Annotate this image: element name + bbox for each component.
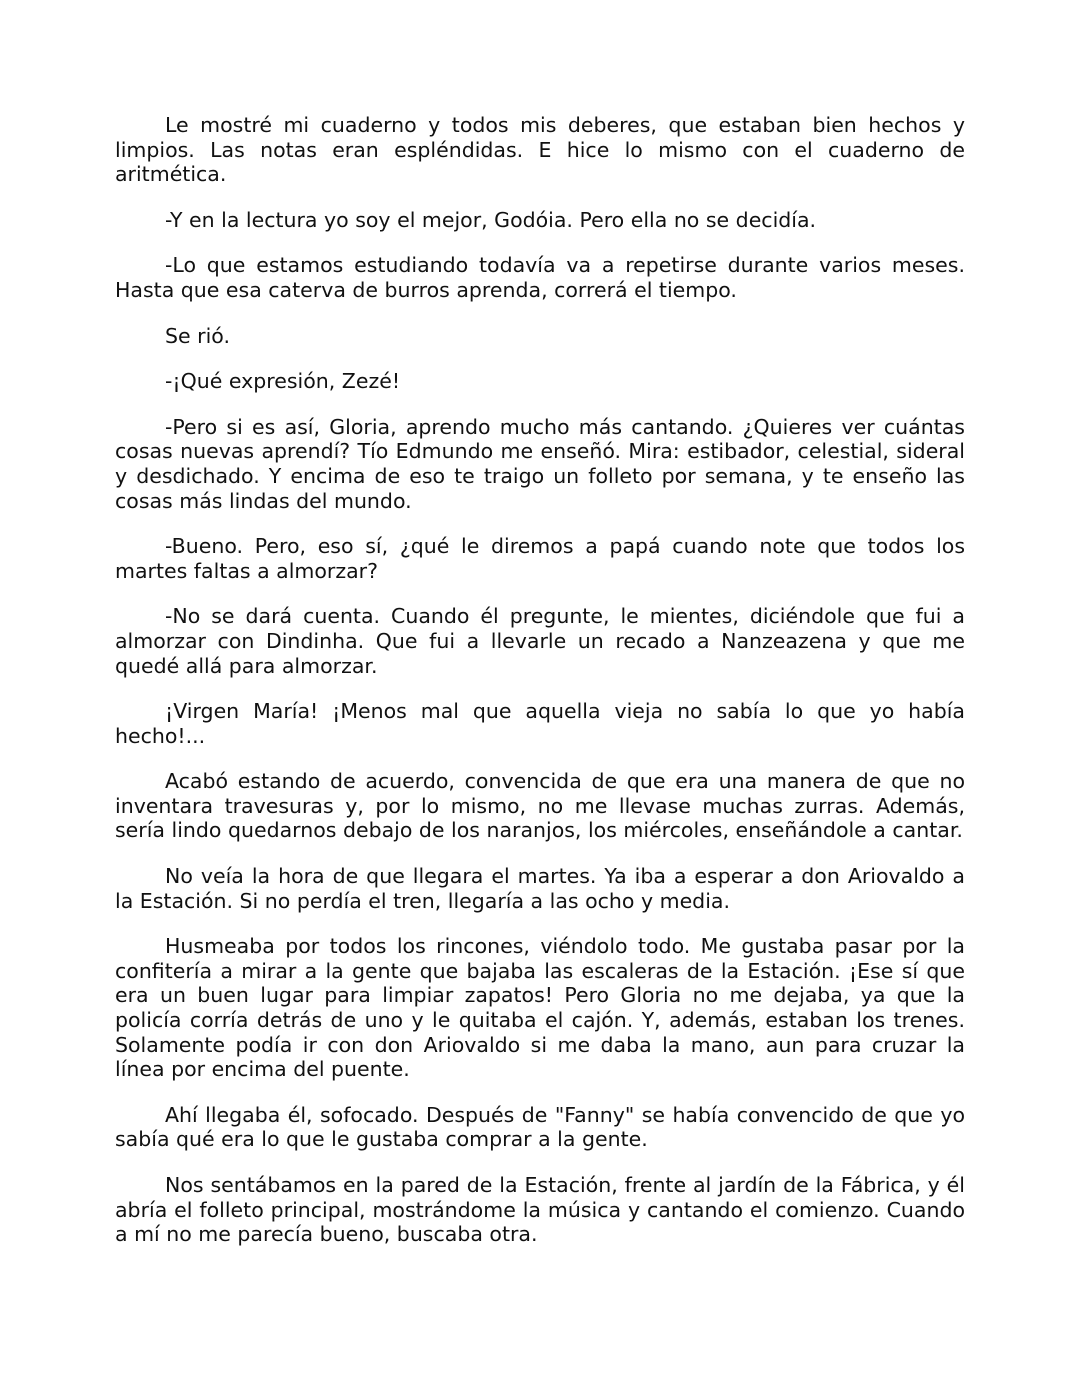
paragraph-8: -No se dará cuenta. Cuando él pregunte, le mientes, diciéndole que fui a almorzar con Dindinha. Que fui a llevarle un recado a Nanzeazena y que me quedé allá para almorzar. xyxy=(115,604,965,678)
paragraph-13: Ahí llegaba él, sofocado. Después de "Fanny" se había convencido de que yo sabía qué era lo que le gustaba comprar a la gente. xyxy=(115,1102,965,1152)
paragraph-7: -Bueno. Pero, eso sí, ¿qué le diremos a papá cuando note que todos los martes faltas a almorzar? xyxy=(115,534,965,583)
paragraph-5: -¡Qué expresión, Zezé! xyxy=(165,369,401,394)
paragraph-14: Nos sentábamos en la pared de la Estación, frente al jardín de la Fábrica, y él abría el folleto principal, mostrándome la música y cantando el comienzo. Cuando a mí no me parecía bueno, buscaba otra. xyxy=(115,1173,965,1247)
paragraph-2: -Y en la lectura yo soy el mejor, Godóia. Pero ella no se decidía. xyxy=(165,207,817,232)
paragraph-4: Se rió. xyxy=(165,323,230,348)
document-page xyxy=(115,113,965,1268)
paragraph-10: Acabó estando de acuerdo, convencida de que era una manera de que no inventara travesuras y, por lo mismo, no me llevase muchas zurras. Además, sería lindo quedarnos debajo de los naranjos, los miércoles, enseñándole a cantar. xyxy=(115,769,965,843)
paragraph-1: Le mostré mi cuaderno y todos mis deberes, que estaban bien hechos y limpios. Las notas eran espléndidas. E hice lo mismo con el cuaderno de aritmética. xyxy=(115,113,965,187)
paragraph-9: ¡Virgen María! ¡Menos mal que aquella vieja no sabía lo que yo había hecho!... xyxy=(115,699,965,748)
paragraph-12: Husmeaba por todos los rincones, viéndolo todo. Me gustaba pasar por la confitería a mirar a la gente que bajaba las escaleras de la Estación. ¡Ese sí que era un buen lugar para limpiar zapatos! Pero Gloria no me dejaba, ya que la policía corría detrás de uno y le quitaba el cajón. Y, además, estaban los trenes. Solamente podía ir con don Ariovaldo si me daba la mano, aun para cruzar la línea por encima del puente. xyxy=(115,934,965,1082)
paragraph-6: -Pero si es así, Gloria, aprendo mucho más cantando. ¿Quieres ver cuántas cosas nuevas aprendí? Tío Edmundo me enseñó. Mira: estibador, celestial, sideral y desdichado. Y encima de eso te traigo un folleto por semana, y te enseño las cosas más lindas del mundo. xyxy=(115,414,965,513)
paragraph-11: No veía la hora de que llegara el martes. Ya iba a esperar a don Ariovaldo a la Estación. Si no perdía el tren, llegaría a las ocho y media. xyxy=(115,864,965,913)
paragraph-3: -Lo que estamos estudiando todavía va a repetirse durante varios meses. Hasta que esa caterva de burros aprenda, correrá el tiempo. xyxy=(115,253,965,302)
